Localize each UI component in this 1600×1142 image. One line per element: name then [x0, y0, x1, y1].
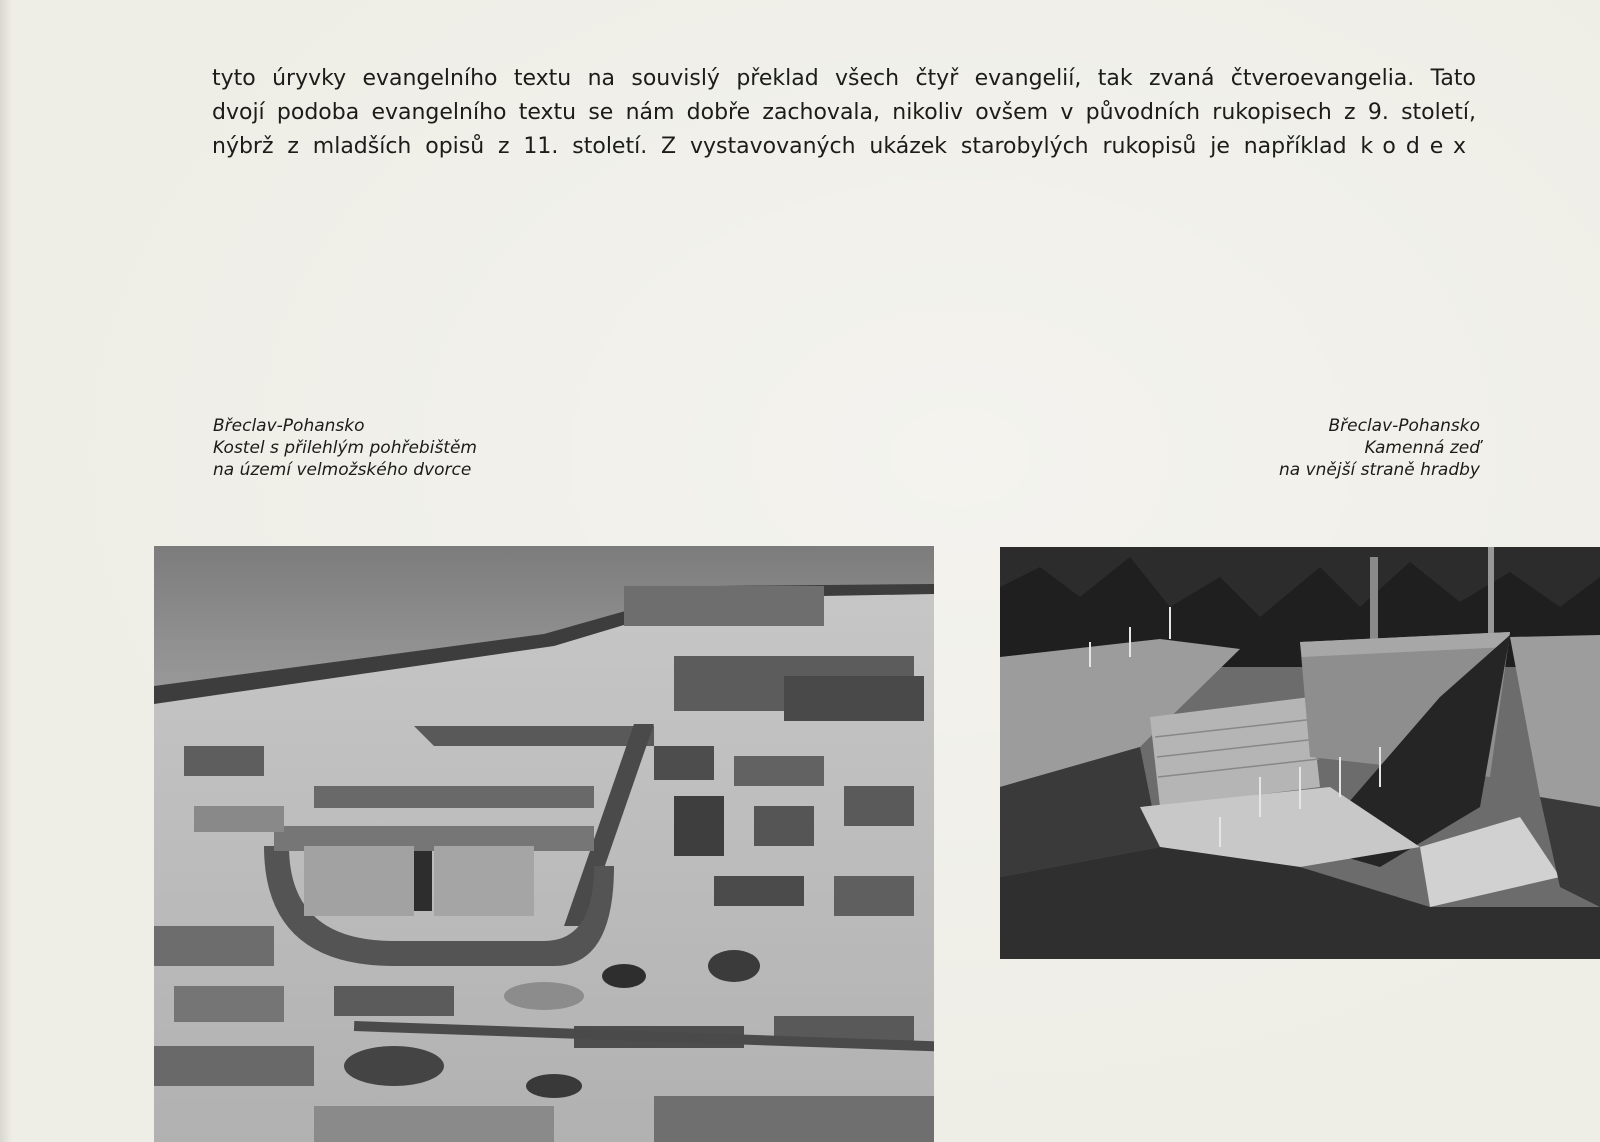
caption-right — [1279, 415, 1480, 481]
spaced-word-kodex: kodex — [1360, 134, 1476, 159]
caption-left-subtitle: na území velmožského dvorce — [213, 460, 472, 480]
caption-right-subtitle: na vnější straně hradby — [1279, 460, 1480, 480]
excavation-church-drawing — [154, 546, 934, 1142]
caption-right-place: Břeclav-Pohansko — [1328, 416, 1480, 436]
body-line-3 — [212, 130, 1476, 164]
caption-left-place: Břeclav-Pohansko — [213, 416, 365, 436]
caption-left — [213, 415, 477, 481]
excavation-church-photo — [154, 546, 934, 1142]
stone-wall-drawing — [1000, 547, 1600, 959]
body-line-2: dvojí podoba evangelního textu se nám dobře zachovala, nikoliv ovšem v původních rukopisech z 9. století, — [212, 100, 1476, 125]
caption-left-title: Kostel s přilehlým pohřebištěm — [213, 438, 477, 458]
stone-wall-photo — [1000, 547, 1600, 959]
body-line-1: tyto úryvky evangelního textu na souvislý překlad všech čtyř evangelií, tak zvaná čtveroevangelia. Tato — [212, 66, 1476, 91]
body-paragraph — [212, 62, 1476, 164]
page-edge-shadow — [0, 0, 12, 1142]
body-line-3-text: nýbrž z mladších opisů z 11. století. Z vystavovaných ukázek starobylých rukopisů je například — [212, 134, 1347, 159]
caption-right-title: Kamenná zeď — [1364, 438, 1480, 458]
